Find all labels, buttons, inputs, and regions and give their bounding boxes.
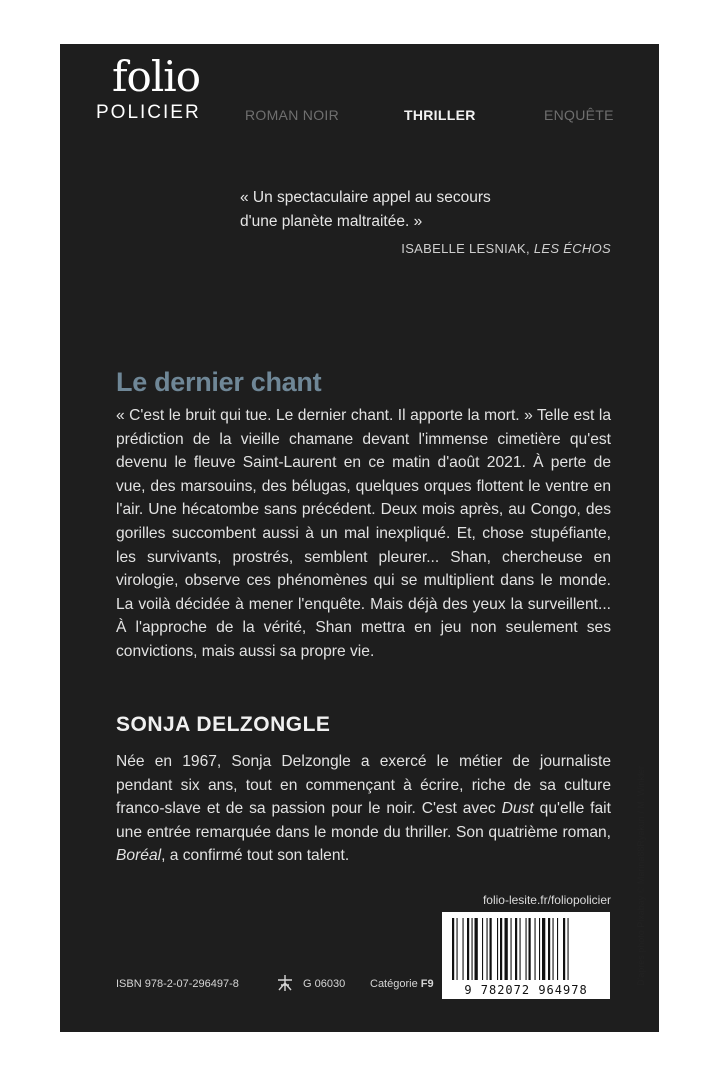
book-title: Le dernier chant xyxy=(116,367,322,397)
bio-text: , a confirmé tout son talent. xyxy=(161,847,350,865)
author-bio xyxy=(116,750,611,868)
quote-attribution xyxy=(401,240,611,258)
category-value: F9 xyxy=(420,978,434,990)
folio-logo: folio xyxy=(112,52,200,101)
isbn: ISBN 978-2-07-296497-8 xyxy=(116,978,239,990)
synopsis: « C'est le bruit qui tue. Le dernier chant. Il apporte la mort. » Telle est la prédiction de la vieille chamane devant l'immense cimetière qu'est devenu le fleuve Saint-Laurent en ce matin d'août 2021. À perte de vue, des marsouins, des bélugas, quelques orques flottent le ventre en l'air. Une hécatombe sans précédent. Deux mois après, au Congo, des gorilles succombent aussi à un mal inexpliqué. Et, chose stupéfiante, les survivants, prostrés, semblent pleurer... Shan, chercheuse en virologie, observe ces phénomènes qui se multiplient dans le monde. La voilà décidée à mener l'enquête. Mais déjà des yeux la surveillent... À l'approche de la vérité, Shan mettra en jeu non seulement ses convictions, mais aussi sa propre vie. xyxy=(116,407,611,660)
collection-name: POLICIER xyxy=(96,102,201,123)
genre-roman-noir: ROMAN NOIR xyxy=(245,107,339,123)
barcode-number: 9 782072 964978 xyxy=(464,983,588,997)
barcode xyxy=(442,912,610,999)
bio-text: qu'elle fait une entrée remarquée dans le monde du thriller. Son quatrième roman, xyxy=(116,800,611,841)
quote-line-2: d'une planète maltraitée. » xyxy=(240,213,423,230)
quote-source: LES ÉCHOS xyxy=(533,241,611,256)
back-cover xyxy=(60,44,659,1032)
category xyxy=(370,977,434,991)
gallimard-logo-icon xyxy=(276,974,294,996)
quote-line-1: « Un spectaculaire appel au secours xyxy=(240,189,491,206)
bio-book-title: Boréal xyxy=(116,847,162,865)
bio-book-title: Dust xyxy=(501,800,534,818)
product-code: G 06030 xyxy=(303,978,346,990)
website-url: folio-lesite.fr/foliopolicier xyxy=(482,893,611,907)
category-label: Catégorie xyxy=(370,978,418,990)
bio-text: Née en 1967, Sonja Delzongle a exercé le métier de journaliste pendant six ans, tout en commençant à écrire, riche de sa culture franco-slave et de sa passion pour le noir. C'est avec xyxy=(116,753,611,818)
genre-enquete: ENQUÊTE xyxy=(544,107,614,123)
barcode-bars-icon xyxy=(450,918,602,982)
author-name: SONJA DELZONGLE xyxy=(116,713,331,736)
quote-author: ISABELLE LESNIAK, xyxy=(401,241,530,256)
genre-thriller: THRILLER xyxy=(404,107,476,123)
photo-credit: D'après photo Pixabay © Marina88Ryakun / M. Winkler xyxy=(636,766,646,986)
